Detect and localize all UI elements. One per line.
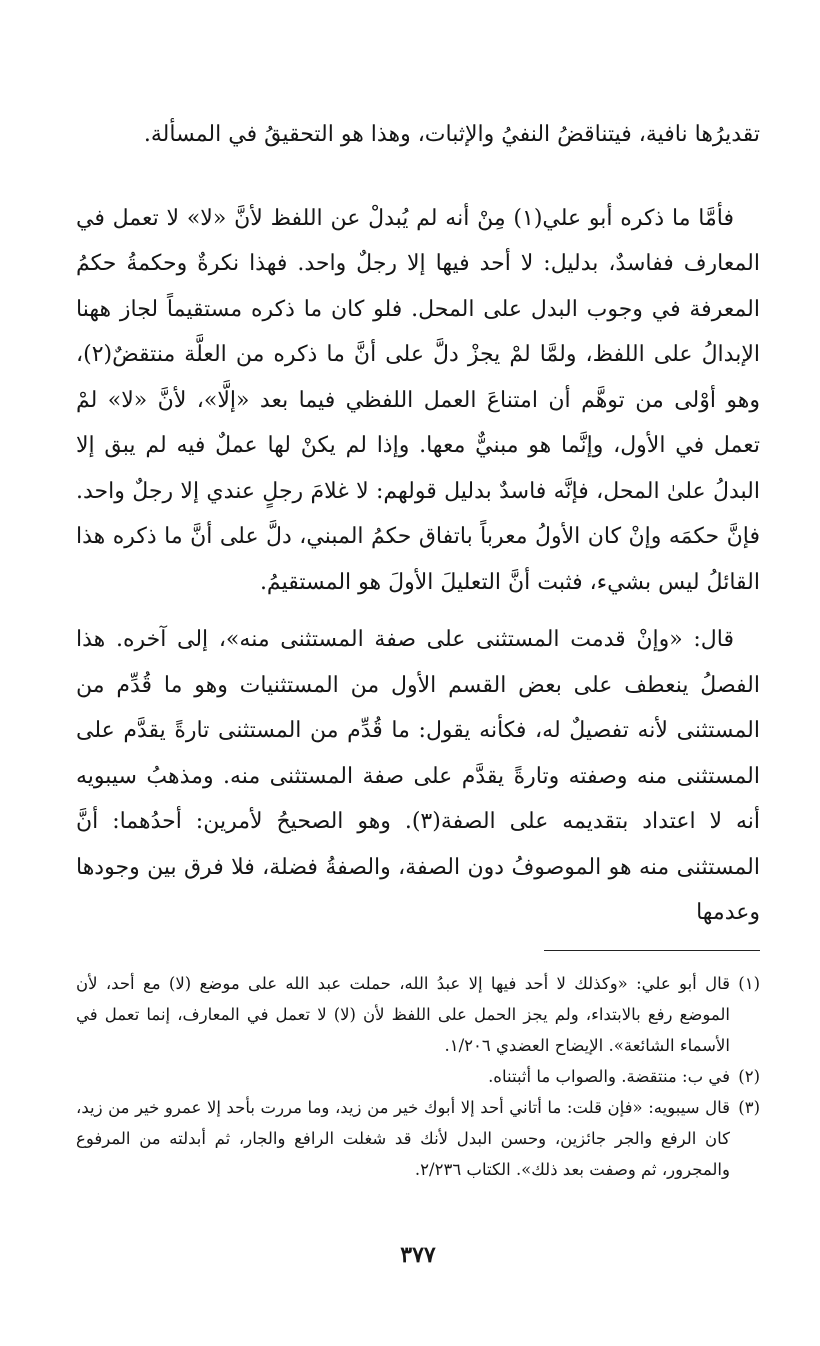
footnote-number: (٣): [738, 1098, 760, 1117]
page-body: [76, 112, 760, 1346]
footnote-item: [76, 1061, 760, 1092]
footnote-text: قال أبو علي: «وكذلك لا أحد فيها إلا عبدُ الله، حملت عبد الله على موضع (لا) مع أحد، لأن الموضع رفع بالابتداء، ولم يجز الحمل على اللفظ لأن (لا) لا تعمل في المعارف، إنما تعمل في الأسماء الشائعة». الإيضاح العضدي ١/٢٠٦.: [76, 974, 730, 1055]
footnote-item: [76, 968, 760, 1061]
paragraph-exception-precedence: قال: «وإنْ قدمت المستثنى على صفة المستثنى منه»، إلى آخره. هذا الفصلُ ينعطف على بعض القسم الأول من المستثنيات وهو ما قُدِّم من المستثنى لأنه تفصيلٌ له، فكأنه يقول: ما قُدِّم من المستثنى تارةً يقدَّم على المستثنى منه وصفته وتارةً يقدَّم على صفة المستثنى منه. ومذهبُ سيبويه أنه لا اعتداد بتقديمه على الصفة(٣). وهو الصحيحُ لأمرين: أحدُهما: أنَّ المستثنى منه هو الموصوفُ دون الصفة، والصفةُ فضلة، فلا فرق بين وجودها وعدمها: [76, 627, 760, 925]
page-number: ٣٧٧: [400, 1242, 436, 1268]
footnote-number: (٢): [738, 1067, 760, 1086]
footnote-item: [76, 1092, 760, 1185]
footnote-text: في ب: منتقضة. والصواب ما أثبتناه.: [488, 1067, 730, 1086]
paragraph-continuation: تقديرُها نافية، فيتناقضُ النفيُ والإثبات، وهذا هو التحقيقُ في المسألة.: [143, 122, 760, 147]
footnote-separator: [544, 950, 760, 951]
paragraph-abu-ali-discussion: فأمَّا ما ذكره أبو علي(١) مِنْ أنه لم يُبدلْ عن اللفظ لأنَّ «لا» لا تعمل في المعارف ففاسدٌ، بدليل: لا أحد فيها إلا رجلٌ واحد. فهذا نكرةٌ وحكمةُ حكمُ المعرفة في وجوب البدل على المحل. فلو كان ما ذكره مستقيماً لجاز ههنا الإبدالُ على اللفظ، ولمَّا لمْ يجزْ دلَّ على أنَّ ما ذكره من العلَّة منتقضٌ(٢)، وهو أوْلى من توهَّم أن امتناعَ العمل اللفظي فيما بعد «إلَّا»، لأنَّ «لا» لمْ تعمل في الأول، وإنَّما هو مبنيٌّ معها. وإذا لم يكنْ لها عملٌ فيه لم يبق إلا البدلُ علىٰ المحل، فإنَّه فاسدٌ بدليل قولهم: لا غلامَ رجلٍ عندي إلا رجلٌ واحد. فإنَّ حكمَه وإنْ كان الأولُ معرباً باتفاق حكمُ المبني، دلَّ على أنَّ ما ذكره هذا القائلُ ليس بشيء، فثبت أنَّ التعليلَ الأولَ هو المستقيمُ.: [76, 205, 760, 595]
footnotes-section: [76, 968, 760, 1185]
footnote-number: (١): [738, 974, 760, 993]
footnote-text: قال سيبويه: «فإن قلت: ما أتاني أحد إلا أبوك خير من زيد، وما مررت بأحد إلا عمرو خير من زيد، كان الرفع والجر جائزين، وحسن البدل لأنك قد شغلت الرافع والجار، ثم أبدلته من المرفوع والمجرور، ثم وصفت بعد ذلك». الكتاب ٢/٢٣٦.: [76, 1098, 730, 1179]
